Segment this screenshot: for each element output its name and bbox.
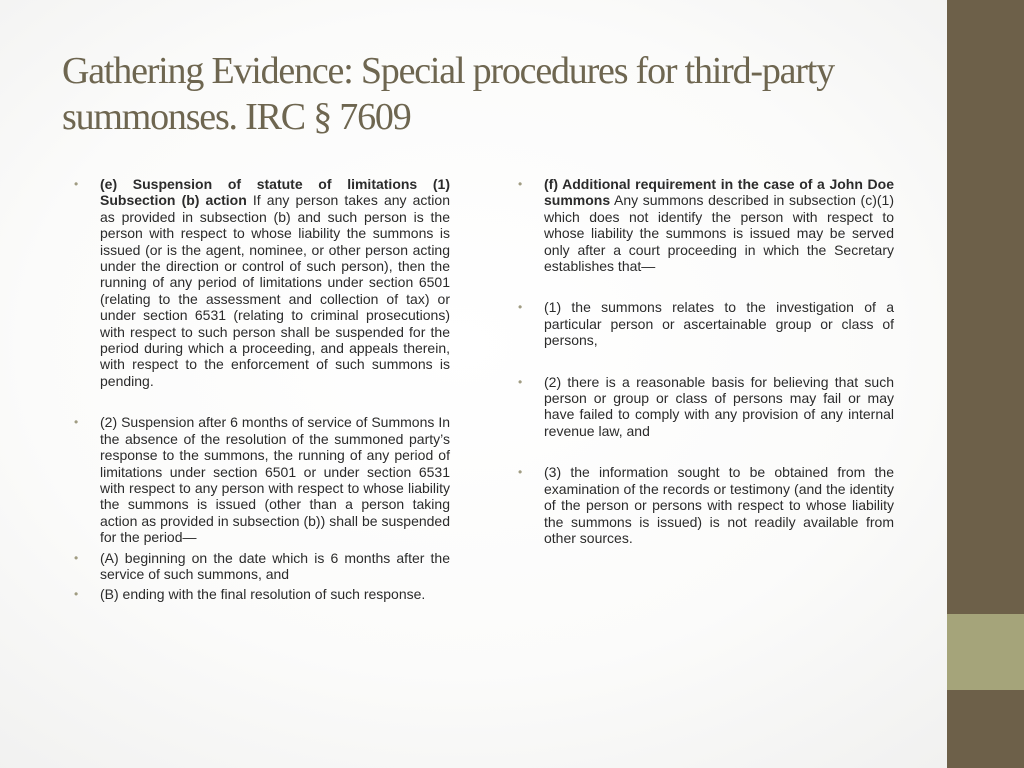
left-column (74, 176, 450, 603)
bullet-text: (B) ending with the final resolution of such response. (100, 586, 426, 603)
bullet-information-sought (518, 464, 894, 546)
bullet-particular-person (518, 299, 894, 348)
bullet-suspension-six-months (74, 414, 450, 545)
slide-title: Gathering Evidence: Special procedures for third-party summonses. IRC § 7609 (62, 50, 834, 138)
right-column (518, 176, 894, 546)
bullet-beginning-date (74, 550, 450, 583)
bullet-text: Any summons described in subsection (c)(1) which does not identify the person with respect to whose liability the summons is issued may be served only after a court proceeding in which the Secretary establishes that— (544, 192, 894, 275)
bullet-text: (2) there is a reasonable basis for believing that such person or group or class of persons may fail or may have failed to comply with any provision of any internal revenue law, and (544, 373, 894, 439)
side-decoration-accent (947, 614, 1024, 690)
bullet-john-doe-summons (518, 176, 894, 274)
bullet-text: (2) Suspension after 6 months of service of Summons In the absence of the resolution of the summoned party’s response to the summons, the running of any period of limitations under section 6501 or under section 6531 with respect to any person with respect to whose liability the summons is issued (other than a person taking action as provided in subsection (b)) shall be suspended for the period— (100, 414, 450, 546)
bullet-heading: (e) Suspension of statute of limitations (1) Subsection (b) action (100, 176, 450, 209)
bullet-text: If any person takes any action as provided in subsection (b) and such person is the person with respect to whose liability the summons is issued (or is the agent, nominee, or other person acting under the direction or control of such person), then the running of any period of limitations under section 6501 (relating to the assessment and collection of tax) or under section 6531 (relating to criminal prosecutions) with respect to such person shall be suspended for the period during which a proceeding, and appeals therein, with respect to the enforcement of such summons is pending. (100, 192, 450, 389)
bullet-text: (1) the summons relates to the investigation of a particular person or ascertainable group or class of persons, (544, 299, 894, 349)
bullet-text: (A) beginning on the date which is 6 months after the service of such summons, and (100, 549, 450, 582)
bullet-text: (3) the information sought to be obtained from the examination of the records or testimony (and the identity of the person or persons with respect to whose liability the summons is issued) is not readily available from other sources. (544, 464, 894, 546)
bullet-suspension-statute (74, 176, 450, 389)
bullet-heading: (f) Additional requirement in the case of a John Doe summons (544, 176, 894, 209)
bullet-reasonable-basis (518, 374, 894, 440)
bullet-ending-resolution (74, 586, 450, 602)
